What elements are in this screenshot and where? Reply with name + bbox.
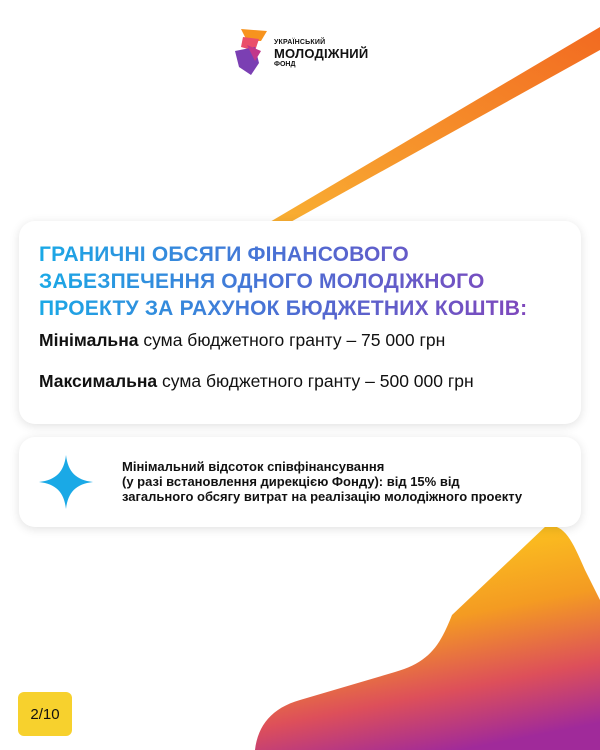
max-grant-label: Максимальна [39,371,158,391]
heading-line-1: ГРАНИЧНІ ОБСЯГИ ФІНАНСОВОГО [39,243,409,266]
heading-line-2: ЗАБЕЗПЕЧЕННЯ ОДНОГО МОЛОДІЖНОГО [39,270,485,293]
logo-line-1: УКРАЇНСЬКИЙ [274,38,326,46]
min-grant-line [39,330,445,351]
min-grant-text: сума бюджетного гранту – 75 000 грн [138,330,446,350]
grant-limits-card [19,221,581,424]
sparkle-star-icon [38,454,94,510]
cofinancing-text [122,459,572,504]
logo-mark-icon [233,27,271,79]
gradient-star-shape [255,525,600,750]
max-grant-text: сума бюджетного гранту – 500 000 грн [157,371,474,391]
logo [233,27,368,79]
cofinancing-line-2: (у разі встановлення дирекцією Фонду): від 15% від [122,474,460,489]
min-grant-label: Мінімальна [39,330,139,350]
heading-line-3: ПРОЕКТУ ЗА РАХУНОК БЮДЖЕТНИХ КОШТІВ: [39,297,528,320]
cofinancing-card [19,437,581,527]
logo-line-2: МОЛОДІЖНИЙ [274,45,369,61]
cofinancing-line-3: загального обсягу витрат на реалізацію молодіжного проекту [122,489,523,504]
max-grant-line [39,371,474,392]
page-indicator: 2/10 [30,705,60,723]
grant-limits-heading [39,241,579,322]
logo-wordmark [274,39,368,68]
logo-line-3: ФОНД [274,60,296,68]
cofinancing-line-1: Мінімальний відсоток співфінансування [122,459,385,474]
page-indicator-badge [18,692,72,736]
